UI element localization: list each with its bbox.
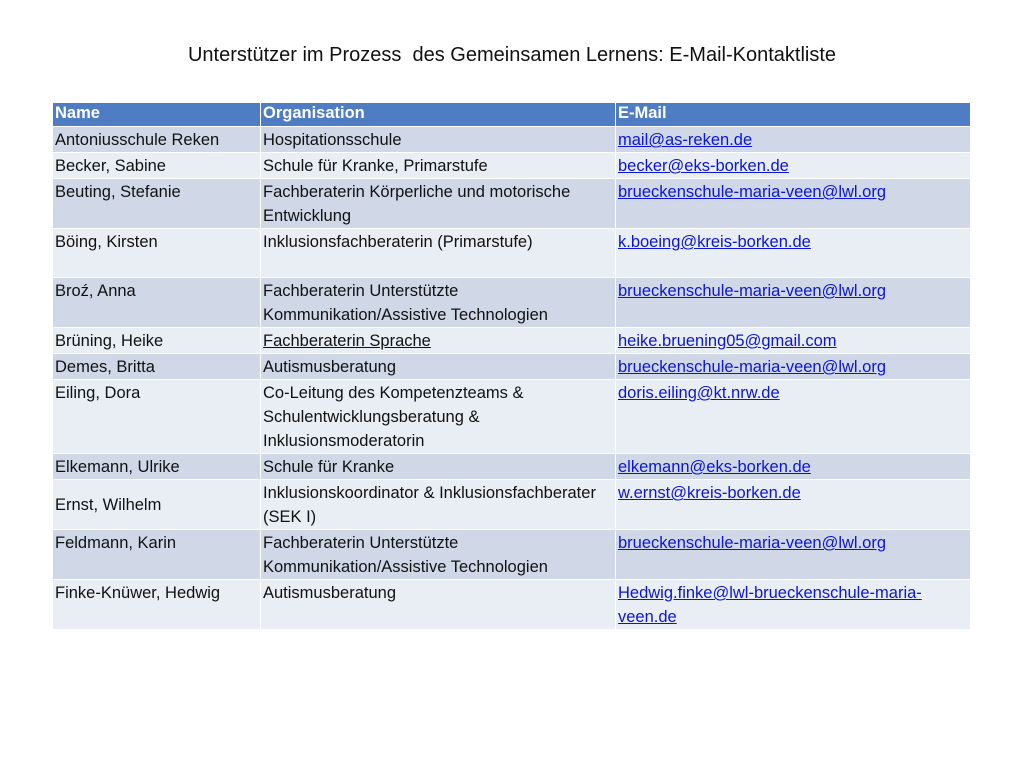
table-row — [53, 580, 971, 630]
contact-table — [52, 102, 971, 630]
page-title: Unterstützer im Prozess des Gemeinsamen Lernens: E-Mail-Kontaktliste — [187, 44, 837, 66]
table-row — [53, 229, 971, 278]
table-row — [53, 179, 971, 229]
table-row — [53, 278, 971, 328]
contact-organisation: Inklusionsfachberaterin (Primarstufe) — [261, 229, 616, 278]
contact-organisation: Schule für Kranke, Primarstufe — [261, 153, 616, 179]
contact-name: Feldmann, Karin — [53, 530, 261, 580]
contact-name: Antoniusschule Reken — [53, 127, 261, 153]
table-row — [53, 328, 971, 354]
contact-name: Beuting, Stefanie — [53, 179, 261, 229]
table-header-row — [53, 103, 971, 127]
contact-name: Becker, Sabine — [53, 153, 261, 179]
contact-organisation: Fachberaterin Unterstützte Kommunikation/Assistive Technologien — [261, 278, 616, 328]
contact-organisation: Fachberaterin Körperliche und motorische Entwicklung — [261, 179, 616, 229]
contact-organisation: Fachberaterin Unterstützte Kommunikation/Assistive Technologien — [261, 530, 616, 580]
table-row — [53, 153, 971, 179]
email-link[interactable]: Hedwig.finke@lwl-brueckenschule-maria-veen.de — [618, 584, 922, 626]
contact-name: Böing, Kirsten — [53, 229, 261, 278]
email-link[interactable]: k.boeing@kreis-borken.de — [618, 233, 811, 251]
table-row — [53, 530, 971, 580]
email-link[interactable]: heike.bruening05@gmail.com — [618, 332, 837, 350]
table-row — [53, 354, 971, 380]
column-header-email: E-Mail — [616, 103, 971, 127]
contact-organisation: Inklusionskoordinator & Inklusionsfachberater (SEK I) — [261, 480, 616, 530]
email-link[interactable]: mail@as-reken.de — [618, 131, 753, 149]
contact-organisation: Autismusberatung — [261, 580, 616, 630]
email-link[interactable]: elkemann@eks-borken.de — [618, 458, 811, 476]
contact-name: Elkemann, Ulrike — [53, 454, 261, 480]
table-row — [53, 127, 971, 153]
email-link[interactable]: brueckenschule-maria-veen@lwl.org — [618, 282, 887, 300]
contact-name: Demes, Britta — [53, 354, 261, 380]
email-link[interactable]: brueckenschule-maria-veen@lwl.org — [618, 183, 887, 201]
table-row — [53, 480, 971, 530]
contact-name: Finke-Knüwer, Hedwig — [53, 580, 261, 630]
contact-name: Ernst, Wilhelm — [53, 480, 261, 530]
contact-name: Eiling, Dora — [53, 380, 261, 454]
contact-organisation: Fachberaterin Sprache — [261, 328, 616, 354]
table-row — [53, 454, 971, 480]
email-link[interactable]: brueckenschule-maria-veen@lwl.org — [618, 534, 887, 552]
table-row — [53, 380, 971, 454]
contact-organisation: Hospitationsschule — [261, 127, 616, 153]
contact-organisation: Schule für Kranke — [261, 454, 616, 480]
email-link[interactable]: w.ernst@kreis-borken.de — [618, 484, 801, 502]
contact-organisation: Co-Leitung des Kompetenzteams & Schulentwicklungsberatung & Inklusionsmoderatorin — [261, 380, 616, 454]
contact-name: Brüning, Heike — [53, 328, 261, 354]
email-link[interactable]: doris.eiling@kt.nrw.de — [618, 384, 780, 402]
contact-name: Broź, Anna — [53, 278, 261, 328]
contact-organisation: Autismusberatung — [261, 354, 616, 380]
email-link[interactable]: becker@eks-borken.de — [618, 157, 789, 175]
column-header-organisation: Organisation — [261, 103, 616, 127]
email-link[interactable]: brueckenschule-maria-veen@lwl.org — [618, 358, 887, 376]
column-header-name: Name — [53, 103, 261, 127]
